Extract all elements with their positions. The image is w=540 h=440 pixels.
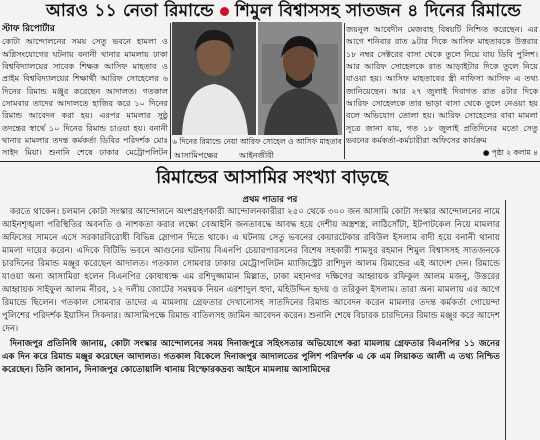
right-margin-rule (505, 200, 506, 440)
article2-paragraph: করতে থাকেন। চলমান কোটা সংস্কার আন্দোলনে অংশগ্রহণকারী আন্দোলনকারীরা ২৫০ থেকে ৩০০ জন আসামি কোটা সংস্কার আন্দোলনের নামে আইনশৃঙ্খলা পরিস্থিতির অবনতি ও নাশকতা করার লক্ষ্যে বেআইনি জনতাবদ্ধে আবদ্ধ হয়ে দেশীয় অস্ত্রশস্ত্র, লাঠিসোঁটা, ইটপাটকেল নিয়ে মামলার অফিসের সামনে এসে সরকারবিরোধী বিভিন্ন স্লোগান দিতে থাকে। এ ঘটনায় সেতু ভবনের কেয়ারটেকার রবিউল ইসলাম বাদী হয়ে বনানী থানায় মামলা দায়ের করেন। এদিকে বিটিভি ভবনে আগুনের ঘটনায় বিএনপি চেয়ারপারসনের বিশেষ সহকারী শামসুর রহমান শিমুল বিশ্বাসসহ সাতজনকে চারদিনের রিমান্ড মঞ্জুর করেছেন আদালত। গতকাল সোমবার ঢাকার মেট্রোপলিটন ম্যাজিস্ট্রেট রাশিদুল আলম রিমান্ডের এই আদেশ দেন। রিমান্ডে যাওয়া অন্য আসামিরা হলেন বিএনপির কোষাধ্যক্ষ এম রশিদুজ্জামান মিল্লাত, ঢাকা মহানগর দক্ষিণের আহ্বায়ক রফিকুল আলম মজনু, উত্তরের আহ্বায়ক সাইফুল আলম নীরব, ১২ দলীয় জোটের সমন্বয়ক নিয়ন এরশাদুল হুদা, মহিউদ্দিন হৃদয় ও তরিকুল ইসলাম। তারা অন্য মামলায় এর আগে রিমান্ডে ছিলেন। গতকাল সোমবার তাদের এ মামলায় গ্রেফতার দেখানোসহ সাতদিনের রিমান্ড আবেদন করেন মামলার তদন্ত কর্মকর্তা গোয়েন্দা পুলিশের পরিদর্শক ইয়াসিন সিকদার। আসামিপক্ষে রিমান্ড বাতিলসহ জামিন আবেদন করেন। শুনানি শেষে বিচারক চারদিনের রিমান্ড মঞ্জুর করে আদেশ দেন। (2, 207, 500, 334)
column-divider-left (170, 23, 171, 159)
continued-text: পৃষ্ঠা ২ কলাম ৪ (491, 148, 538, 157)
column-divider-right (344, 23, 345, 159)
article2-kicker: প্রথম পাতার পর (242, 195, 298, 205)
left-column-text: কোটা আন্দোলনের সময় সেতু ভবনে হামলা ও অগ্নিসংযোগের ঘটনায় বনানী থানার মামলায় ঢাকা বিশ্ববিদ্যালয়ের সাবেক শিক্ষক আসিফ মাহতাব ও প্রাইম বিশ্ববিদ্যালয়ের শিক্ষার্থী আরিফ সোহেলের ৬ দিনের রিমান্ড মঞ্জুর করেছেন আদালত। গতকাল সোমবার তাদের আদালতে হাজির করে ১০ দিনের রিমান্ড আবেদন করা হয়। এরপর মামলার সুষ্ঠু তদন্তের স্বার্থে ১০ দিনের রিমান্ড চাওয়া হয়। বনানী থানার মামলার তদন্ত কর্মকর্তা ডিবির পরিদর্শক মোঃ সাইদ মিয়া। শুনানি শেষে ঢাকার মেট্রোপলিটন (2, 36, 168, 157)
continued-marker: ● পৃষ্ঠা ২ কলাম ৪ (482, 148, 538, 157)
byline: স্টাফ রিপোর্টার (2, 24, 55, 34)
photo (172, 22, 342, 135)
headline-part2: শিমুল বিশ্বাসসহ সাতজন ৪ দিনের রিমান্ডে (234, 1, 522, 21)
article2-body (2, 206, 500, 440)
right-column-text: জয়নুল আবেদীন মেজবাহ বিষয়টি নিশ্চিত করেছেন। এর আগে শনিবার রাত ৯টার দিকে আসিফ মাহতাবকে উত্তরার ১৮ নম্বর সেক্টরের বাসা থেকে তুলে নিয়ে যায় ডিবি পুলিশ। আর আরিফ সোহেলকে রাত আড়াইটার দিকে তুলে নিয়ে যাওয়া হয়। আসিফ মাহতাবের স্ত্রী নাফিসা আসিফ এ তথ্য জানিয়েছেন। আর ২৭ জুলাই দিবাগত রাত ৪টার দিকে আরিফ সোহেলকে তার ভাড়া বাসা থেকে তুলে নেওয়া হয় বলে অভিযোগ তোলা হয়। আরিফ সোহেলের বাবা মামলা সূত্রে জানা যায়, গত ১৮ জুলাই প্রতিদিনের মতো সেতু ভবনের কর্মকর্তা-কর্মচারীরা অফিসের কার্যক্রম (346, 24, 538, 146)
left-column (2, 23, 168, 157)
headline-part1: আরও ১১ নেতা রিমান্ডে (46, 1, 214, 21)
article2-headline: রিমান্ডের আসামির সংখ্যা বাড়ছে (156, 167, 388, 188)
right-column (346, 23, 538, 148)
bullet-dot-icon (220, 7, 229, 16)
portrait-photos-image (172, 22, 342, 135)
middle-text: আসামিপক্ষের আইনজীবী (174, 150, 274, 160)
section-divider (0, 161, 540, 162)
headline (0, 0, 540, 22)
article2-paragraph: দিনাজপুর প্রতিনিধি জানায়, কোটা সংস্কার আন্দোলনের সময় দিনাজপুরে সহিংসতার অভিযোগে করা মামলায় গ্রেফতার বিএনপির ১১ জনের এক দিন করে রিমান্ড মঞ্জুর করেছেন আদালত। গতকাল বিকেলে দিনাজপুর আদালতের পুলিশ পরিদর্শক এ কে এম লিয়াকত আলী এ তথ্য নিশ্চিত করেছেন। তিনি জানান, দিনাজপুর কোতোয়ালি থানায় বিস্ফোরকদ্রব্য আইনে মামলায় আসামিদের (2, 339, 500, 375)
photo-caption: ৬ দিনের রিমান্ডে নেয়া আরিফ সোহেল ও আসিফ মাহতাব (172, 135, 342, 149)
